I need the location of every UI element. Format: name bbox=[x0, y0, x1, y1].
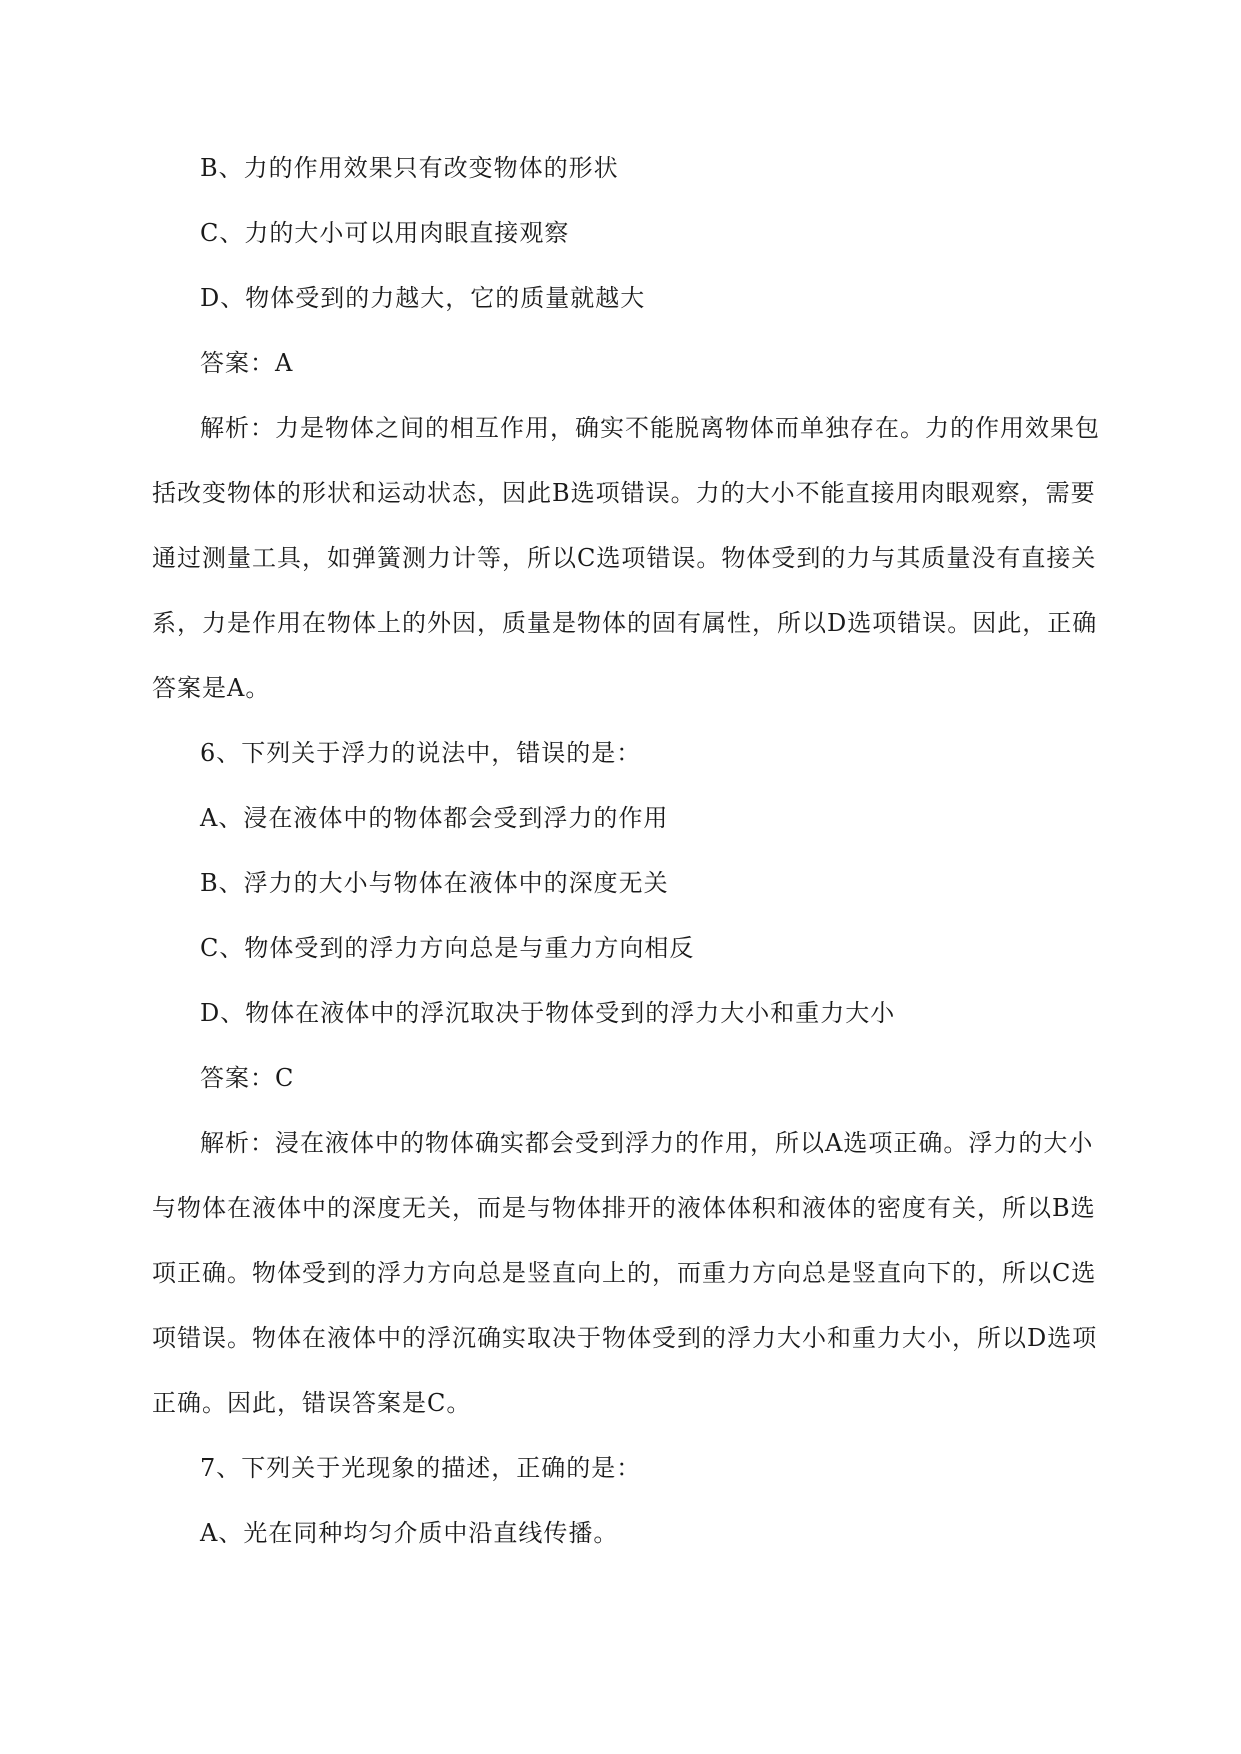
q5-analysis-line: 系，力是作用在物体上的外因，质量是物体的固有属性，所以D选项错误。因此，正确 bbox=[152, 609, 1098, 637]
q6-option-a: A、浸在液体中的物体都会受到浮力的作用 bbox=[200, 804, 669, 832]
q6-question: 6、下列关于浮力的说法中，错误的是： bbox=[200, 739, 642, 767]
q7-option-a: A、光在同种均匀介质中沿直线传播。 bbox=[200, 1519, 619, 1547]
q5-analysis-line: 通过测量工具，如弹簧测力计等，所以C选项错误。物体受到的力与其质量没有直接关 bbox=[152, 544, 1097, 572]
q5-option-b: B、力的作用效果只有改变物体的形状 bbox=[200, 154, 619, 182]
q6-analysis-line: 正确。因此，错误答案是C。 bbox=[152, 1389, 472, 1417]
q5-answer: 答案：A bbox=[200, 349, 294, 377]
q6-answer: 答案：C bbox=[200, 1064, 295, 1092]
q5-analysis-line: 括改变物体的形状和运动状态，因此B选项错误。力的大小不能直接用肉眼观察，需要 bbox=[152, 479, 1096, 507]
q6-option-b: B、浮力的大小与物体在液体中的深度无关 bbox=[200, 869, 669, 897]
q5-option-d: D、物体受到的力越大，它的质量就越大 bbox=[200, 284, 646, 312]
q6-analysis-line: 解析：浸在液体中的物体确实都会受到浮力的作用，所以A选项正确。浮力的大小 bbox=[200, 1129, 1094, 1157]
q6-analysis-line: 项错误。物体在液体中的浮沉确实取决于物体受到的浮力大小和重力大小，所以D选项 bbox=[152, 1324, 1098, 1352]
q5-option-c: C、力的大小可以用肉眼直接观察 bbox=[200, 219, 570, 247]
q5-analysis-line: 解析：力是物体之间的相互作用，确实不能脱离物体而单独存在。力的作用效果包 bbox=[200, 414, 1100, 442]
q6-analysis-line: 项正确。物体受到的浮力方向总是竖直向上的，而重力方向总是竖直向下的，所以C选 bbox=[152, 1259, 1097, 1287]
q6-option-c: C、物体受到的浮力方向总是与重力方向相反 bbox=[200, 934, 695, 962]
q6-option-d: D、物体在液体中的浮沉取决于物体受到的浮力大小和重力大小 bbox=[200, 999, 896, 1027]
q7-question: 7、下列关于光现象的描述，正确的是： bbox=[200, 1454, 642, 1482]
q6-analysis-line: 与物体在液体中的深度无关，而是与物体排开的液体体积和液体的密度有关，所以B选 bbox=[152, 1194, 1096, 1222]
q5-analysis-line: 答案是A。 bbox=[152, 674, 271, 702]
